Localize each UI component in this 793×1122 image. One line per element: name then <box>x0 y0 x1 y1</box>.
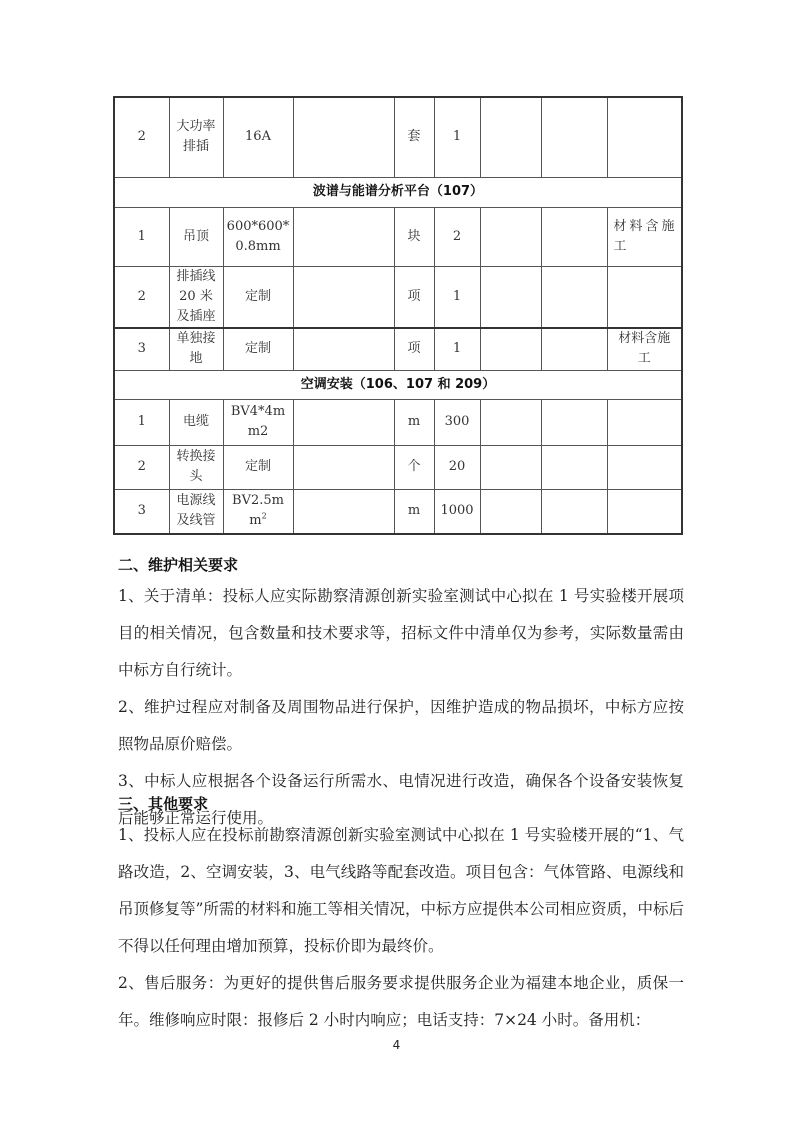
cell-qty: 2 <box>434 207 480 266</box>
cell-no: 2 <box>114 445 169 489</box>
table-row <box>114 207 682 266</box>
cell-brand <box>293 445 394 489</box>
cell-spec: 定制 <box>223 328 293 370</box>
name-line: 大功率 <box>176 119 216 135</box>
cell-no: 3 <box>114 489 169 534</box>
spec-line: m2 <box>247 424 269 439</box>
spec-line: BV4*4m <box>230 404 286 419</box>
remark-line: 工 <box>613 238 630 254</box>
name-line: 排插 <box>182 139 209 155</box>
cell-remark <box>607 489 682 534</box>
paragraph: 1、关于清单：投标人应实际勘察清源创新实验室测试中心拟在 1 号实验楼开展项目的相关情况，包含数量和技术要求等，招标文件中清单仅为参考，实际数量需由中标方自行统计。 <box>118 587 684 679</box>
spec-line: 0.8mm <box>235 238 281 254</box>
cell-name: 吊顶 <box>169 207 223 266</box>
cell-qty: 1 <box>434 328 480 370</box>
name-line: 电源线 <box>176 493 216 509</box>
table-row <box>114 399 682 445</box>
spec-line: m <box>249 513 262 529</box>
cell-empty <box>541 266 607 328</box>
cell-empty <box>541 328 607 370</box>
cell-remark <box>607 328 682 370</box>
section-heading: 三、其他要求 <box>118 795 209 813</box>
cell-unit: 项 <box>394 328 434 370</box>
cell-spec: 定制 <box>223 266 293 328</box>
cell-name: 电缆 <box>169 399 223 445</box>
cell-empty <box>480 266 541 328</box>
cell-remark <box>607 266 682 328</box>
cell-remark <box>607 97 682 177</box>
cell-empty <box>480 328 541 370</box>
spec-line: BV2.5m <box>232 493 284 509</box>
cell-spec <box>223 399 293 445</box>
cell-unit: 个 <box>394 445 434 489</box>
other-requirements-section <box>118 791 684 1039</box>
cell-qty: 1 <box>434 97 480 177</box>
name-line: 及线管 <box>176 513 216 529</box>
cell-name <box>169 489 223 534</box>
cell-name <box>169 97 223 177</box>
cell-unit: m <box>394 399 434 445</box>
paragraph: 2、售后服务：为更好的提供售后服务要求提供服务企业为福建本地企业，质保一年。维修响应时限：报修后 2 小时内响应；电话支持：7×24 小时。备用机： <box>118 974 684 1029</box>
cell-remark <box>607 207 682 266</box>
name-line: 及插座 <box>176 308 216 324</box>
table-row <box>114 445 682 489</box>
cell-empty <box>541 489 607 534</box>
name-line: 排插线 <box>176 268 216 284</box>
table-row <box>114 489 682 534</box>
cell-no: 1 <box>114 399 169 445</box>
paragraph: 1、投标人应在投标前勘察清源创新实验室测试中心拟在 1 号实验楼开展的“1、气路改造，2、空调安装，3、电气线路等配套改造。项目包含：气体管路、电源线和吊顶修复等”所需的材料和施工等相关情况，中标方应提供本公司相应资质，中标后不得以任何理由增加预算，投标价即为最终价。 <box>118 826 684 955</box>
table-row <box>114 328 682 370</box>
cell-empty <box>480 399 541 445</box>
cell-unit: 块 <box>394 207 434 266</box>
section-title: 波谱与能谱分析平台（107） <box>114 177 682 207</box>
page-number: 4 <box>392 1038 401 1052</box>
cell-spec <box>223 489 293 534</box>
cell-unit: m <box>394 489 434 534</box>
cell-name <box>169 445 223 489</box>
cell-no: 3 <box>114 328 169 370</box>
paragraph: 2、维护过程应对制备及周围物品进行保护，因维护造成的物品损坏，中标方应按照物品原价赔偿。 <box>118 698 684 753</box>
cell-brand <box>293 97 394 177</box>
cell-unit: 项 <box>394 266 434 328</box>
cell-brand <box>293 207 394 266</box>
cell-brand <box>293 399 394 445</box>
cell-empty <box>480 445 541 489</box>
cell-spec <box>223 207 293 266</box>
remark-line: 工 <box>637 351 651 367</box>
cell-brand <box>293 328 394 370</box>
cell-no: 1 <box>114 207 169 266</box>
remark-line: 材料含施 <box>613 218 678 234</box>
table-row <box>114 266 682 328</box>
cell-unit: 套 <box>394 97 434 177</box>
name-line: 20 米 <box>179 288 213 304</box>
cell-empty <box>480 97 541 177</box>
remark-line: 材料含施 <box>618 331 671 347</box>
table-row <box>114 97 682 177</box>
superscript: 2 <box>261 511 267 521</box>
cell-qty: 300 <box>434 399 480 445</box>
cell-brand <box>293 266 394 328</box>
section-header-row <box>114 370 682 399</box>
cell-no: 2 <box>114 97 169 177</box>
cell-name <box>169 328 223 370</box>
cell-name <box>169 266 223 328</box>
cell-remark <box>607 445 682 489</box>
cell-qty: 1 <box>434 266 480 328</box>
materials-table <box>113 96 683 535</box>
cell-qty: 20 <box>434 445 480 489</box>
section-header-row <box>114 177 682 207</box>
cell-no: 2 <box>114 266 169 328</box>
name-line: 转换接 <box>176 449 216 464</box>
section-heading: 二、维护相关要求 <box>118 556 239 574</box>
cell-qty: 1000 <box>434 489 480 534</box>
cell-empty <box>480 489 541 534</box>
cell-empty <box>541 207 607 266</box>
name-line: 单独接 <box>176 331 216 347</box>
cell-brand <box>293 489 394 534</box>
cell-empty <box>541 97 607 177</box>
cell-remark <box>607 399 682 445</box>
cell-empty <box>541 445 607 489</box>
name-line: 头 <box>189 469 203 484</box>
cell-spec: 16A <box>223 97 293 177</box>
cell-empty <box>541 399 607 445</box>
cell-spec: 定制 <box>223 445 293 489</box>
section-title: 空调安装（106、107 和 209） <box>114 370 682 399</box>
spec-line: 600*600* <box>226 218 290 234</box>
cell-empty <box>480 207 541 266</box>
name-line: 地 <box>189 351 203 367</box>
paragraph: 3、中标人应根据各个设备运行所需水、电情况进行改造，确保各个设备安装恢复后能够正常运行使用。 <box>118 772 684 827</box>
